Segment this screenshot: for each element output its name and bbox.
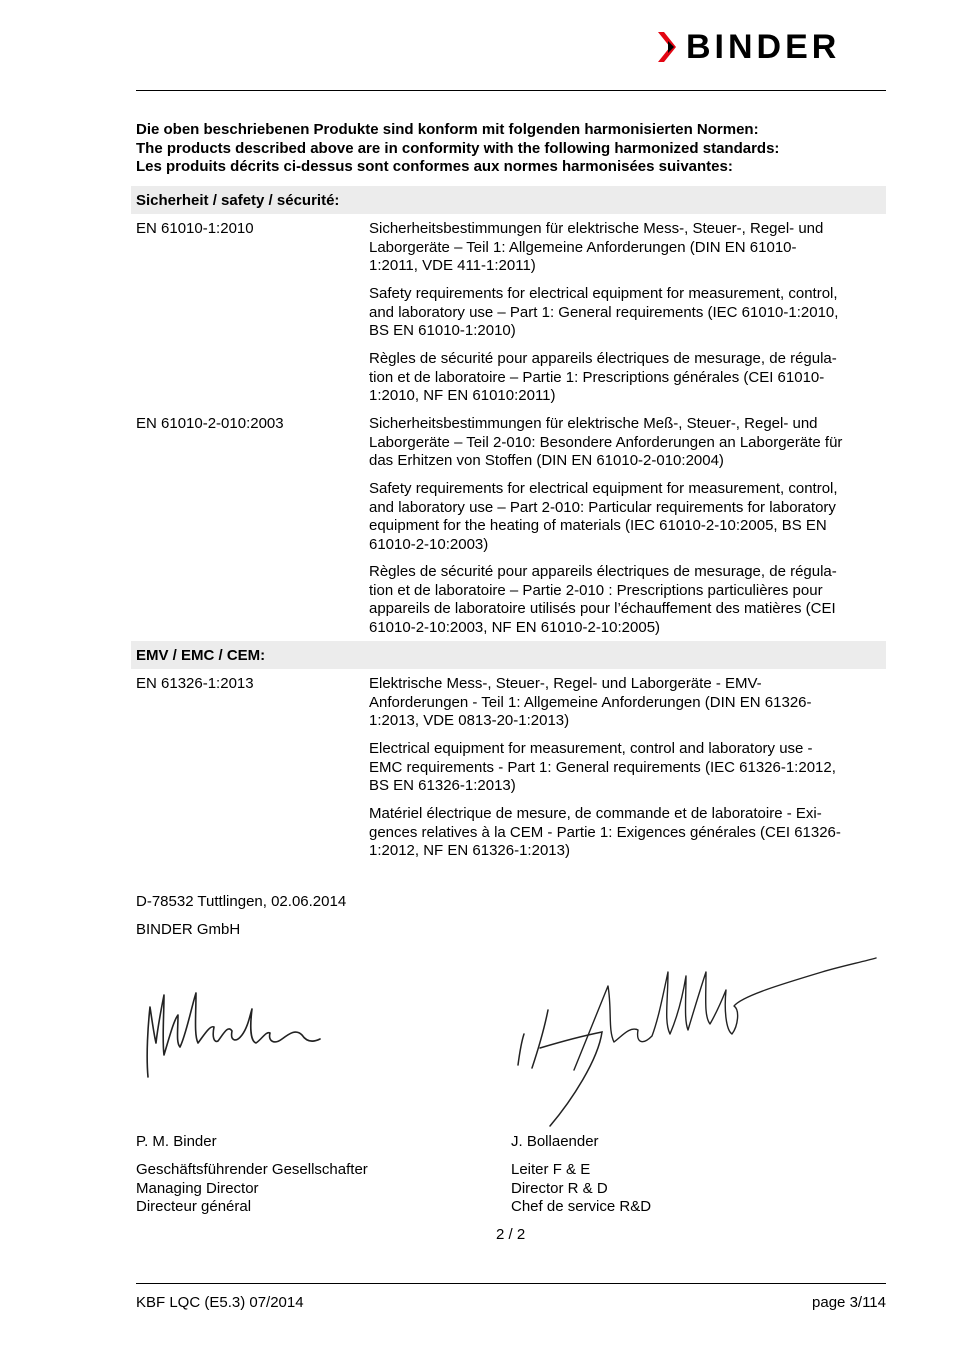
- standard-code: EN 61010-2-010:2003: [136, 415, 284, 432]
- header-rule: [136, 90, 886, 91]
- signatory-title-1: Geschäftsführender Gesellschafter Managing Director Directeur général: [136, 1161, 368, 1215]
- standard-code: EN 61010-1:2010: [136, 220, 254, 237]
- signatory-title-2: Leiter F & E Director R & D Chef de service R&D: [511, 1161, 652, 1215]
- signatory-name-2: J. Bollaender: [511, 1133, 599, 1150]
- standard-description-en: Safety requirements for electrical equipment for measurement, control, and laboratory use – Part 2-010: Particular requirements for laboratory equipment for the heating of materials (IEC 61010-2-10:2005, BS EN 61010-2-10:2003): [369, 480, 838, 553]
- standard-description-de: Sicherheitsbestimmungen für elektrische Mess-, Steuer-, Regel- und Laborgeräte – Teil 1: Allgemeine Anforderungen (DIN EN 61010- 1:2011, VDE 411-1:2011): [369, 220, 824, 274]
- signature-binder: [140, 985, 330, 1085]
- intro-line-de: Die oben beschriebenen Produkte sind konform mit folgenden harmonisierten Normen:: [136, 121, 759, 138]
- standard-description-en: Safety requirements for electrical equipment for measurement, control, and laboratory use – Part 1: General requirements (IEC 61010-1:2010, BS EN 61010-1:2010): [369, 285, 839, 339]
- binder-logo: [656, 30, 886, 64]
- signature-bollaender: [512, 950, 882, 1130]
- section-header-emc: EMV / EMC / CEM:: [131, 641, 886, 669]
- footer-doc-ref: KBF LQC (E5.3) 07/2014: [136, 1294, 304, 1311]
- standard-code: EN 61326-1:2013: [136, 675, 254, 692]
- brand-name: BINDER: [686, 28, 841, 66]
- intro-line-fr: Les produits décrits ci-dessus sont conformes aux normes harmonisées suivantes:: [136, 158, 733, 175]
- place-date: D-78532 Tuttlingen, 02.06.2014: [136, 893, 347, 910]
- company-name: BINDER GmbH: [136, 921, 241, 938]
- standard-description-en: Electrical equipment for measurement, control and laboratory use - EMC requirements - Part 1: General requirements (IEC 61326-1:2012, BS EN 61326-1:2013): [369, 740, 836, 794]
- standard-description-fr: Règles de sécurité pour appareils électriques de mesurage, de régula- tion et de laboratoire – Partie 1: Prescriptions générales (CEI 61010- 1:2010, NF EN 61010:2011): [369, 350, 837, 404]
- intro-statement: [136, 121, 886, 177]
- binder-arrow-icon: [656, 30, 682, 64]
- footer-rule: [136, 1283, 886, 1284]
- standard-description-fr: Matériel électrique de mesure, de commande et de laboratoire - Exi- gences relatives à la CEM - Partie 1: Exigences générales (CEI 61326- 1:2012, NF EN 61326-1:2013): [369, 805, 841, 859]
- page-counter: 2 / 2: [496, 1226, 526, 1243]
- standard-description-fr: Règles de sécurité pour appareils électriques de mesurage, de régula- tion et de laboratoire – Partie 2-010 : Prescriptions particulières pour appareils de laboratoire utilisés pour l’échauffement des matières (CEI 61010-2-10:2003, NF EN 61010-2-10:2005): [369, 563, 837, 636]
- section-header-safety: Sicherheit / safety / sécurité:: [131, 186, 886, 214]
- signatory-name-1: P. M. Binder: [136, 1133, 217, 1150]
- intro-line-en: The products described above are in conformity with the following harmonized standards:: [136, 139, 780, 157]
- standard-description-de: Sicherheitsbestimmungen für elektrische Meß-, Steuer-, Regel- und Laborgeräte – Teil 2-010: Besondere Anforderungen an Laborgeräte für das Erhitzen von Stoffen (DIN EN 61010-2-010:2004): [369, 415, 843, 469]
- footer-page-number: page 3/114: [812, 1294, 886, 1311]
- standard-description-de: Elektrische Mess-, Steuer-, Regel- und Laborgeräte - EMV- Anforderungen - Teil 1: Allgemeine Anforderungen (DIN EN 61326- 1:2013, VDE 0813-20-1:2013): [369, 675, 812, 729]
